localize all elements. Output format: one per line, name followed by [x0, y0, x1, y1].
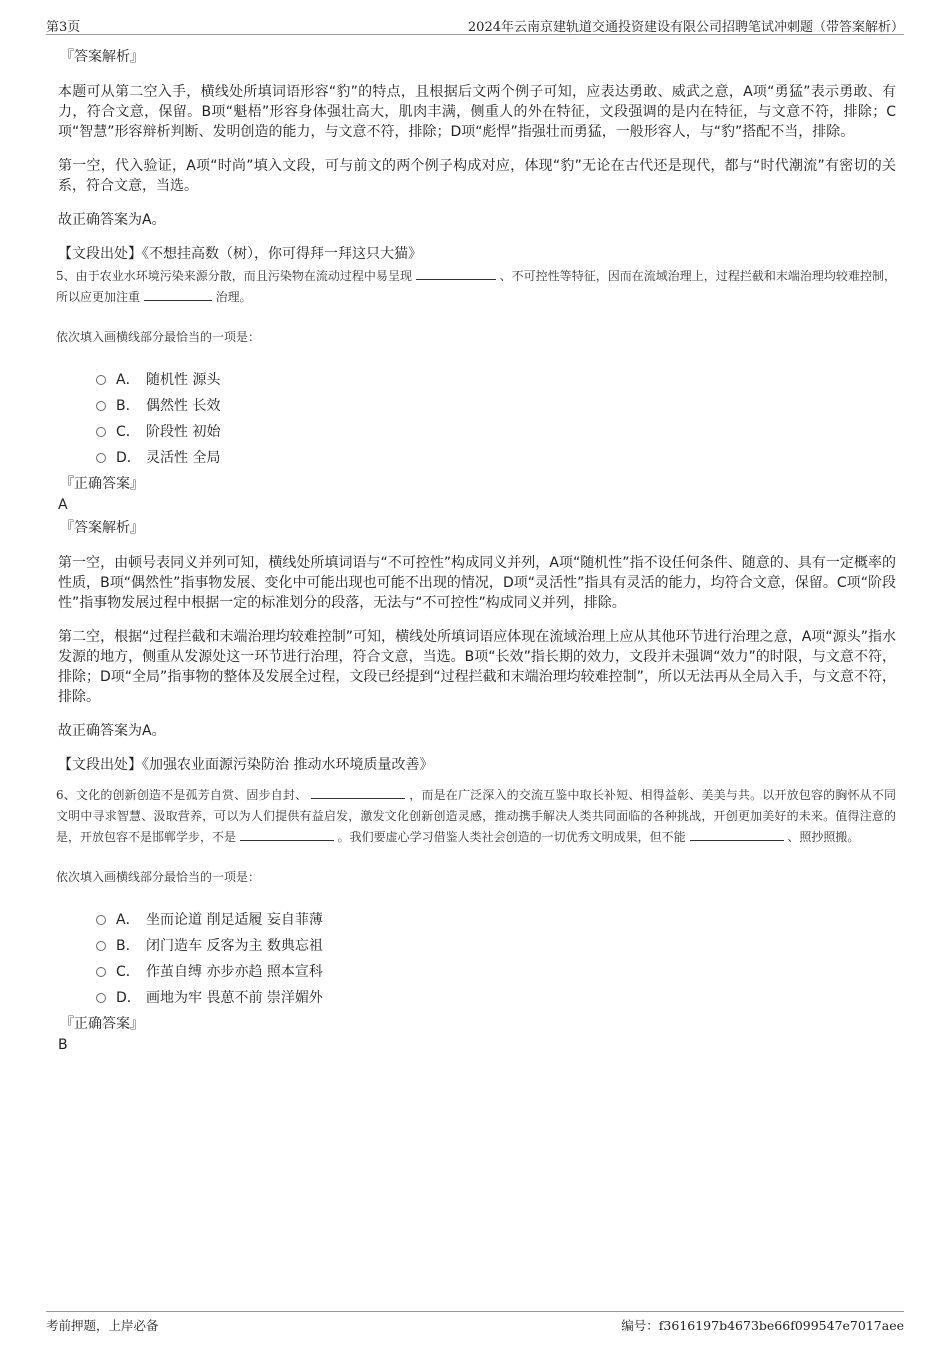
footer-slogan: 考前押题，上岸必备 — [46, 1318, 159, 1333]
q6-question — [56, 785, 896, 848]
radio-icon[interactable] — [96, 915, 106, 925]
document-title: 2024年云南京建轨道交通投资建设有限公司招聘笔试冲刺题（带答案解析） — [467, 20, 904, 35]
q6-option-d[interactable]: D． 画地为牢 畏葸不前 崇洋媚外 — [96, 985, 896, 1011]
q5-option-a[interactable]: A． 随机性 源头 — [96, 367, 896, 393]
q6-text-b: ，而是在广泛深入的交流互鉴中取长补短、相得益彰、美美与共。以开放包容的胸怀从不同文明中寻求智慧、汲取营养，可以为人们提供有益启发，激发文化创新创造灵感，推动携手解决人类共同面临的各种挑战，开创更加美好的未来。值得注意的是，开放包容不是邯郸学步，不是 — [56, 788, 896, 844]
q5-correct-label: 『正确答案』 — [60, 476, 144, 492]
q6-text-a: 6、文化的创新创造不是孤芳自赏、固步自封、 — [56, 788, 308, 802]
q6-blank-2 — [240, 828, 334, 841]
q5-analysis-label: 『答案解析』 — [60, 520, 144, 536]
q5-blank-2 — [144, 288, 212, 301]
q5-analysis-paragraph-2: 第二空，根据“过程拦截和末端治理均较难控制”可知，横线处所填词语应体现在流域治理上应从其他环节进行治理之意，A项“源头”指水发源的地方，侧重从发源处这一环节进行治理，符合文意，当选。B项“长效”指长期的效力，文段并未强调“效力”的时限，与文意不符，排除；D项“全局”指事物的整体及发展全过程，文段已经提到“过程拦截和末端治理均较难控制”，所以无法再从全局入手，与文意不符，排除。 — [58, 629, 896, 705]
q6-option-b[interactable]: B． 闭门造车 反客为主 数典忘祖 — [96, 933, 896, 959]
radio-icon[interactable] — [96, 941, 106, 951]
q5-conclusion: 故正确答案为A。 — [58, 723, 166, 739]
page-content — [56, 40, 896, 1055]
radio-icon[interactable] — [96, 427, 106, 437]
q5-text-a: 5、由于农业水环境污染来源分散，而且污染物在流动过程中易呈现 — [56, 269, 412, 283]
q6-option-a[interactable]: A． 坐而论道 削足适履 妄自菲薄 — [96, 907, 896, 933]
q5-option-c[interactable]: C． 阶段性 初始 — [96, 419, 896, 445]
q5-options — [96, 367, 896, 471]
q4-source: 【文段出处】《不想挂高数（树），你可得拜一拜这只大猫》 — [58, 246, 422, 262]
page-number: 第3页 — [46, 20, 81, 35]
q5-analysis-paragraph-1: 第一空，由顿号表同义并列可知，横线处所填词语与“不可控性”构成同义并列，A项“随机性”指不设任何条件、随意的、具有一定概率的性质，B项“偶然性”指事物发展、变化中可能出现也可能不出现的情况，D项“灵活性”指具有灵活的能力，均符合文意，保留。C项“阶段性”指事物发展过程中根据一定的标准划分的段落，无法与“不可控性”构成同义并列，排除。 — [58, 555, 896, 611]
q5-prompt: 依次填入画横线部分最恰当的一项是： — [56, 330, 261, 344]
q5-text-b: 、不可控性等特征，因而在流域治理上，过程拦截和末端治理均较难控制，所以应更加注重 — [56, 269, 896, 304]
q6-correct-label: 『正确答案』 — [60, 1016, 144, 1032]
q6-options — [96, 907, 896, 1011]
q5-option-d[interactable]: D． 灵活性 全局 — [96, 445, 896, 471]
radio-icon[interactable] — [96, 453, 106, 463]
radio-icon[interactable] — [96, 401, 106, 411]
page-header — [46, 14, 904, 35]
q6-text-d: 、照抄照搬。 — [787, 830, 860, 844]
q4-analysis-paragraph-2: 第一空，代入验证，A项“时尚”填入文段，可与前文的两个例子构成对应，体现“豹”无论在古代还是现代，都与“时代潮流”有密切的关系，符合文意，当选。 — [58, 158, 896, 194]
q6-option-c[interactable]: C． 作茧自缚 亦步亦趋 照本宣科 — [96, 959, 896, 985]
q5-question — [56, 266, 896, 308]
q6-text-c: 。我们要虚心学习借鉴人类社会创造的一切优秀文明成果，但不能 — [337, 830, 686, 844]
q4-analysis-label: 『答案解析』 — [60, 49, 144, 65]
document-code: 编号：f3616197b4673be66f099547e7017aee — [621, 1318, 904, 1333]
page-footer — [46, 1311, 904, 1334]
q5-source: 【文段出处】《加强农业面源污染防治 推动水环境质量改善》 — [58, 757, 434, 773]
q6-answer: B — [58, 1037, 68, 1053]
q5-option-b[interactable]: B． 偶然性 长效 — [96, 393, 896, 419]
q5-text-c: 治理。 — [215, 290, 252, 304]
q4-conclusion: 故正确答案为A。 — [58, 212, 166, 228]
q6-blank-3 — [690, 828, 784, 841]
q6-blank-1 — [311, 786, 405, 799]
radio-icon[interactable] — [96, 375, 106, 385]
radio-icon[interactable] — [96, 993, 106, 1003]
q5-answer: A — [58, 497, 68, 513]
q5-blank-1 — [416, 267, 496, 280]
radio-icon[interactable] — [96, 967, 106, 977]
q6-prompt: 依次填入画横线部分最恰当的一项是： — [56, 870, 261, 884]
q4-analysis-paragraph-1: 本题可从第二空入手，横线处所填词语形容“豹”的特点，且根据后文两个例子可知，应表达勇敢、威武之意，A项“勇猛”表示勇敢、有力，符合文意，保留。B项“魁梧”形容身体强壮高大，肌肉丰满，侧重人的外在特征，文段强调的是内在特征，与文意不符，排除；C项“智慧”形容辩析判断、发明创造的能力，与文意不符，排除；D项“彪悍”指强壮而勇猛，一般形容人，与“豹”搭配不当，排除。 — [58, 84, 896, 140]
